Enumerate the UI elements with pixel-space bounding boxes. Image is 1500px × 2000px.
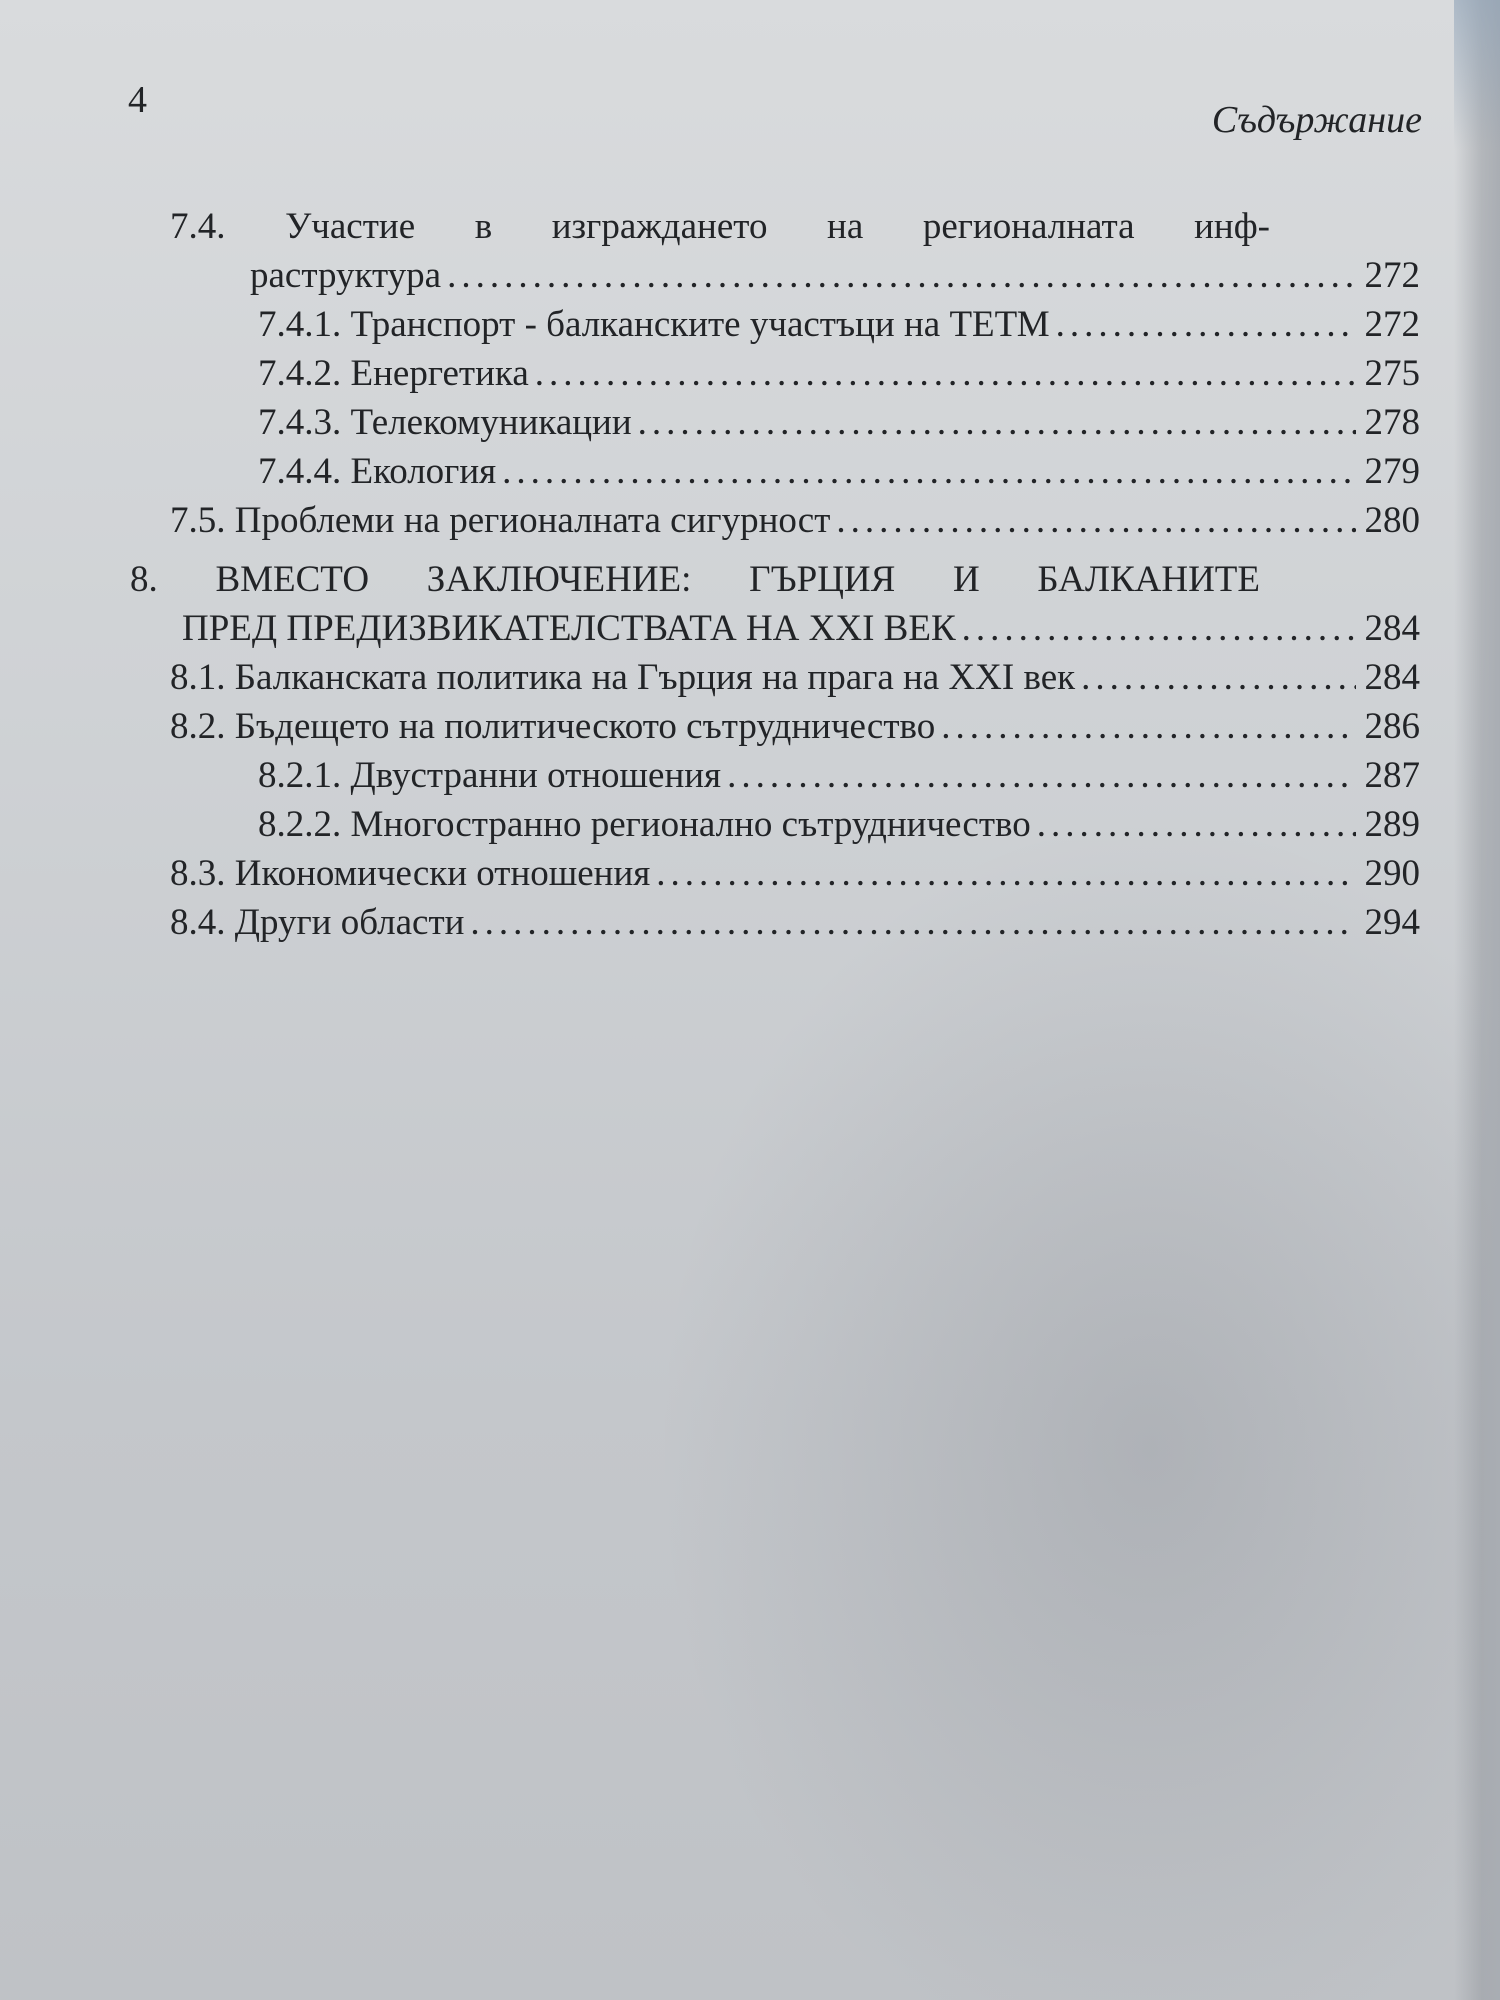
- toc-number: 7.5.: [170, 500, 226, 541]
- toc-title: Участие в изграждането на регионалната инф-: [285, 206, 1271, 247]
- toc-title-continued: раструктура: [250, 255, 442, 296]
- toc-number: 8.4.: [170, 902, 226, 943]
- toc-number: 8.2.1.: [258, 755, 342, 796]
- dot-leader: [447, 251, 1356, 300]
- toc-number: 8.2.2.: [258, 804, 342, 845]
- toc-page: 289: [1364, 804, 1420, 845]
- toc-page: 272: [1364, 304, 1420, 345]
- toc-title: Други области: [234, 902, 465, 943]
- toc-entry-8-3: [130, 849, 1420, 898]
- dot-leader: [535, 349, 1356, 398]
- page-number: 4: [128, 79, 147, 121]
- toc-entry-7-4-4: [130, 447, 1420, 496]
- toc-title: Икономически отношения: [234, 853, 651, 894]
- toc-entry-7-4-2: [130, 349, 1420, 398]
- toc-title: Екология: [350, 451, 497, 492]
- toc-number: 7.4.3.: [258, 402, 342, 443]
- toc-entry-8-4: [130, 898, 1420, 947]
- table-of-contents: [130, 202, 1420, 947]
- toc-title: ВМЕСТО ЗАКЛЮЧЕНИЕ: ГЪРЦИЯ И БАЛКАНИТЕ: [215, 559, 1261, 600]
- page-edge-highlight: [1454, 0, 1500, 150]
- toc-entry-7-4: [130, 202, 1420, 300]
- toc-page: 284: [1364, 657, 1420, 698]
- toc-title: Двустранни отношения: [350, 755, 722, 796]
- toc-entry-7-5: [130, 496, 1420, 545]
- toc-number: 7.4.2.: [258, 353, 342, 394]
- toc-page: 272: [1364, 255, 1420, 296]
- toc-title: Многостранно регионално сътрудничество: [350, 804, 1031, 845]
- toc-page: 280: [1364, 500, 1420, 541]
- dot-leader: [941, 702, 1356, 751]
- toc-page: 278: [1364, 402, 1420, 443]
- dot-leader: [1037, 800, 1356, 849]
- toc-entry-8-2: [130, 702, 1420, 751]
- toc-number: 8.2.: [170, 706, 226, 747]
- dot-leader: [470, 898, 1356, 947]
- toc-title: Балканската политика на Гърция на прага на XXI век: [234, 657, 1076, 698]
- toc-title: Транспорт - балканските участъци на ТЕТМ: [350, 304, 1050, 345]
- toc-entry-8-1: [130, 653, 1420, 702]
- toc-entry-7-4-3: [130, 398, 1420, 447]
- toc-page: 275: [1364, 353, 1420, 394]
- toc-number: 8.3.: [170, 853, 226, 894]
- dot-leader: [502, 447, 1356, 496]
- toc-number: 7.4.: [170, 206, 226, 247]
- page-edge-shadow: [1454, 0, 1500, 2000]
- toc-page: 284: [1364, 608, 1420, 649]
- toc-page: 287: [1364, 755, 1420, 796]
- toc-number: 8.1.: [170, 657, 226, 698]
- toc-entry-8: [130, 555, 1420, 653]
- dot-leader: [727, 751, 1356, 800]
- toc-title: Проблеми на регионалната сигурност: [234, 500, 831, 541]
- dot-leader: [1056, 300, 1356, 349]
- toc-title-continued: ПРЕД ПРЕДИЗВИКАТЕЛСТВАТА НА XXI ВЕК: [182, 608, 956, 649]
- running-head: Съдържание: [1211, 99, 1422, 141]
- toc-number: 7.4.1.: [258, 304, 342, 345]
- toc-page: 294: [1364, 902, 1420, 943]
- toc-title: Бъдещето на политическото сътрудничество: [234, 706, 936, 747]
- toc-number: 8.: [130, 559, 158, 600]
- toc-entry-8-2-1: [130, 751, 1420, 800]
- dot-leader: [836, 496, 1356, 545]
- toc-entry-7-4-1: [130, 300, 1420, 349]
- toc-number: 7.4.4.: [258, 451, 342, 492]
- dot-leader: [656, 849, 1356, 898]
- toc-entry-8-2-2: [130, 800, 1420, 849]
- toc-page: 286: [1364, 706, 1420, 747]
- dot-leader: [638, 398, 1356, 447]
- dot-leader: [1081, 653, 1356, 702]
- toc-title: Енергетика: [350, 353, 529, 394]
- toc-page: 290: [1364, 853, 1420, 894]
- dot-leader: [962, 604, 1356, 653]
- toc-title: Телекомуникации: [350, 402, 632, 443]
- toc-page: 279: [1364, 451, 1420, 492]
